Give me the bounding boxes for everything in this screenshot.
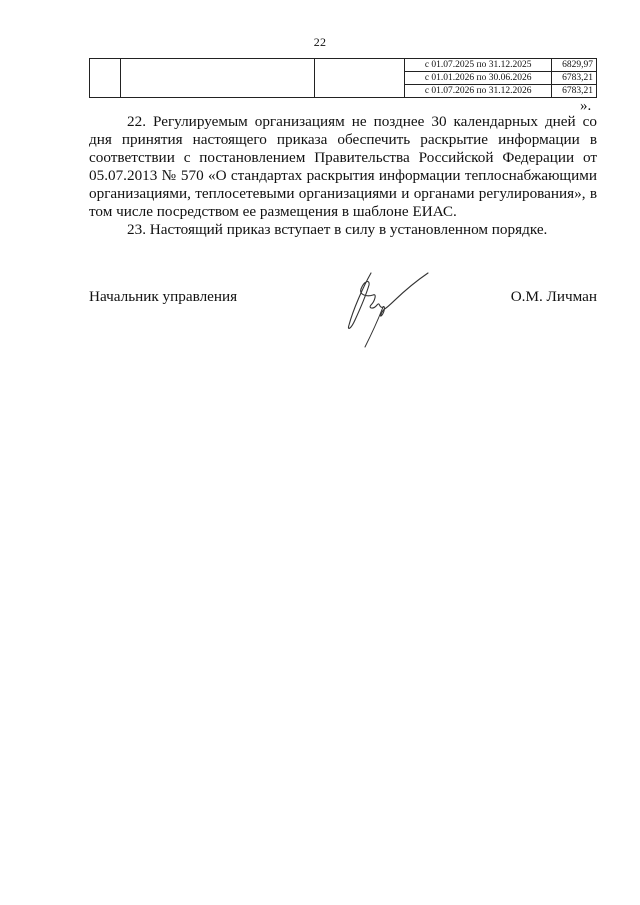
- table-row: [90, 59, 597, 72]
- table-cell-value: 6783,21: [551, 85, 596, 98]
- signatory-position: Начальник управления: [89, 288, 238, 305]
- page-number: 22: [313, 35, 327, 49]
- table-cell-period: с 01.07.2025 по 31.12.2025: [405, 59, 551, 72]
- table-cell-period: с 01.07.2026 по 31.12.2026: [405, 85, 551, 98]
- body-text: [89, 113, 597, 239]
- handwritten-signature: [333, 265, 433, 350]
- tariff-table: [89, 58, 597, 98]
- closing-quote: ».: [580, 98, 592, 114]
- table-cell-value: 6829,97: [551, 59, 596, 72]
- paragraph-23: 23. Настоящий приказ вступает в силу в установленном порядке.: [127, 221, 548, 238]
- table-cell-empty: [120, 59, 315, 98]
- table-cell-value: 6783,21: [551, 72, 596, 85]
- table-cell-empty: [315, 59, 405, 98]
- table-cell-empty: [90, 59, 121, 98]
- paragraph-22: 22. Регулируемым организациям не позднее 30 календарных дней со дня принятия настоящего приказа обеспечить раскрытие информации в соответствии с постановлением Правительства Российской Федерации от 05.07.2013 № 570 «О стандартах раскрытия информации теплоснабжающими организациями, теплосетевыми организациями и органами регулирования», в том числе посредством ее размещения в шаблоне ЕИАС.: [89, 113, 597, 220]
- table-cell-period: с 01.01.2026 по 30.06.2026: [405, 72, 551, 85]
- signatory-name: О.М. Личман: [510, 288, 597, 305]
